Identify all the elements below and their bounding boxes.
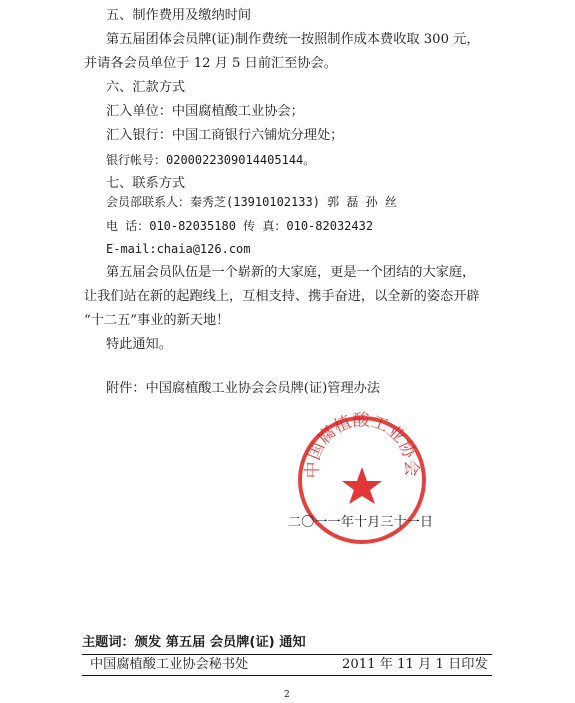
section-6-heading: 六、汇款方式 [106,80,186,95]
footer-rule-bottom [82,675,492,676]
fee-paragraph-line-1: 第五届团体会员牌(证)制作费统一按照制作成本费收取 300 元， [106,32,480,47]
svg-text:中国腐植酸工业协会: 中国腐植酸工业协会 [302,410,422,479]
remit-bank: 汇入银行：中国工商银行六铺炕分理处； [106,128,344,143]
section-7-heading: 七、联系方式 [106,176,186,191]
attachment-line: 附件：中国腐植酸工业协会会员牌(证)管理办法 [106,381,381,396]
issuer: 中国腐植酸工业协会秘书处 [90,657,249,672]
section-5-heading: 五、制作费用及缴纳时间 [106,8,252,23]
closing-paragraph-line-1: 第五届会员队伍是一个崭新的大家庭，更是一个团结的大家庭， [106,265,476,280]
phone-fax: 电 话：010-82035180 传 真：010-82032432 [106,219,374,233]
notice-closing: 特此通知。 [106,337,172,352]
remit-unit: 汇入单位：中国腐植酸工业协会； [106,104,304,119]
email: E-mail:chaia@126.com [106,242,251,256]
contact-person: 会员部联系人：秦秀芝(13910102133) 郭 磊 孙 丝 [106,195,397,209]
document-date: 二〇一一年十月三十一日 [288,515,434,530]
fee-paragraph-line-2: 并请各会员单位于 12 月 5 日前汇至协会。 [84,56,337,71]
subject-keywords: 主题词：颁发 第五届 会员牌(证) 通知 [82,635,306,650]
closing-paragraph-line-2: 让我们站在新的起跑线上，互相支持、携手奋进，以全新的姿态开辟 [84,289,480,304]
official-seal-icon [294,405,430,555]
closing-paragraph-line-3: “十二五”事业的新天地！ [84,313,230,328]
page-number: 2 [284,690,290,700]
bank-account: 银行帐号：0200022309014405144。 [106,153,316,167]
footer-rule-top [82,654,492,655]
issue-date: 2011 年 11 月 1 日印发 [342,657,488,672]
